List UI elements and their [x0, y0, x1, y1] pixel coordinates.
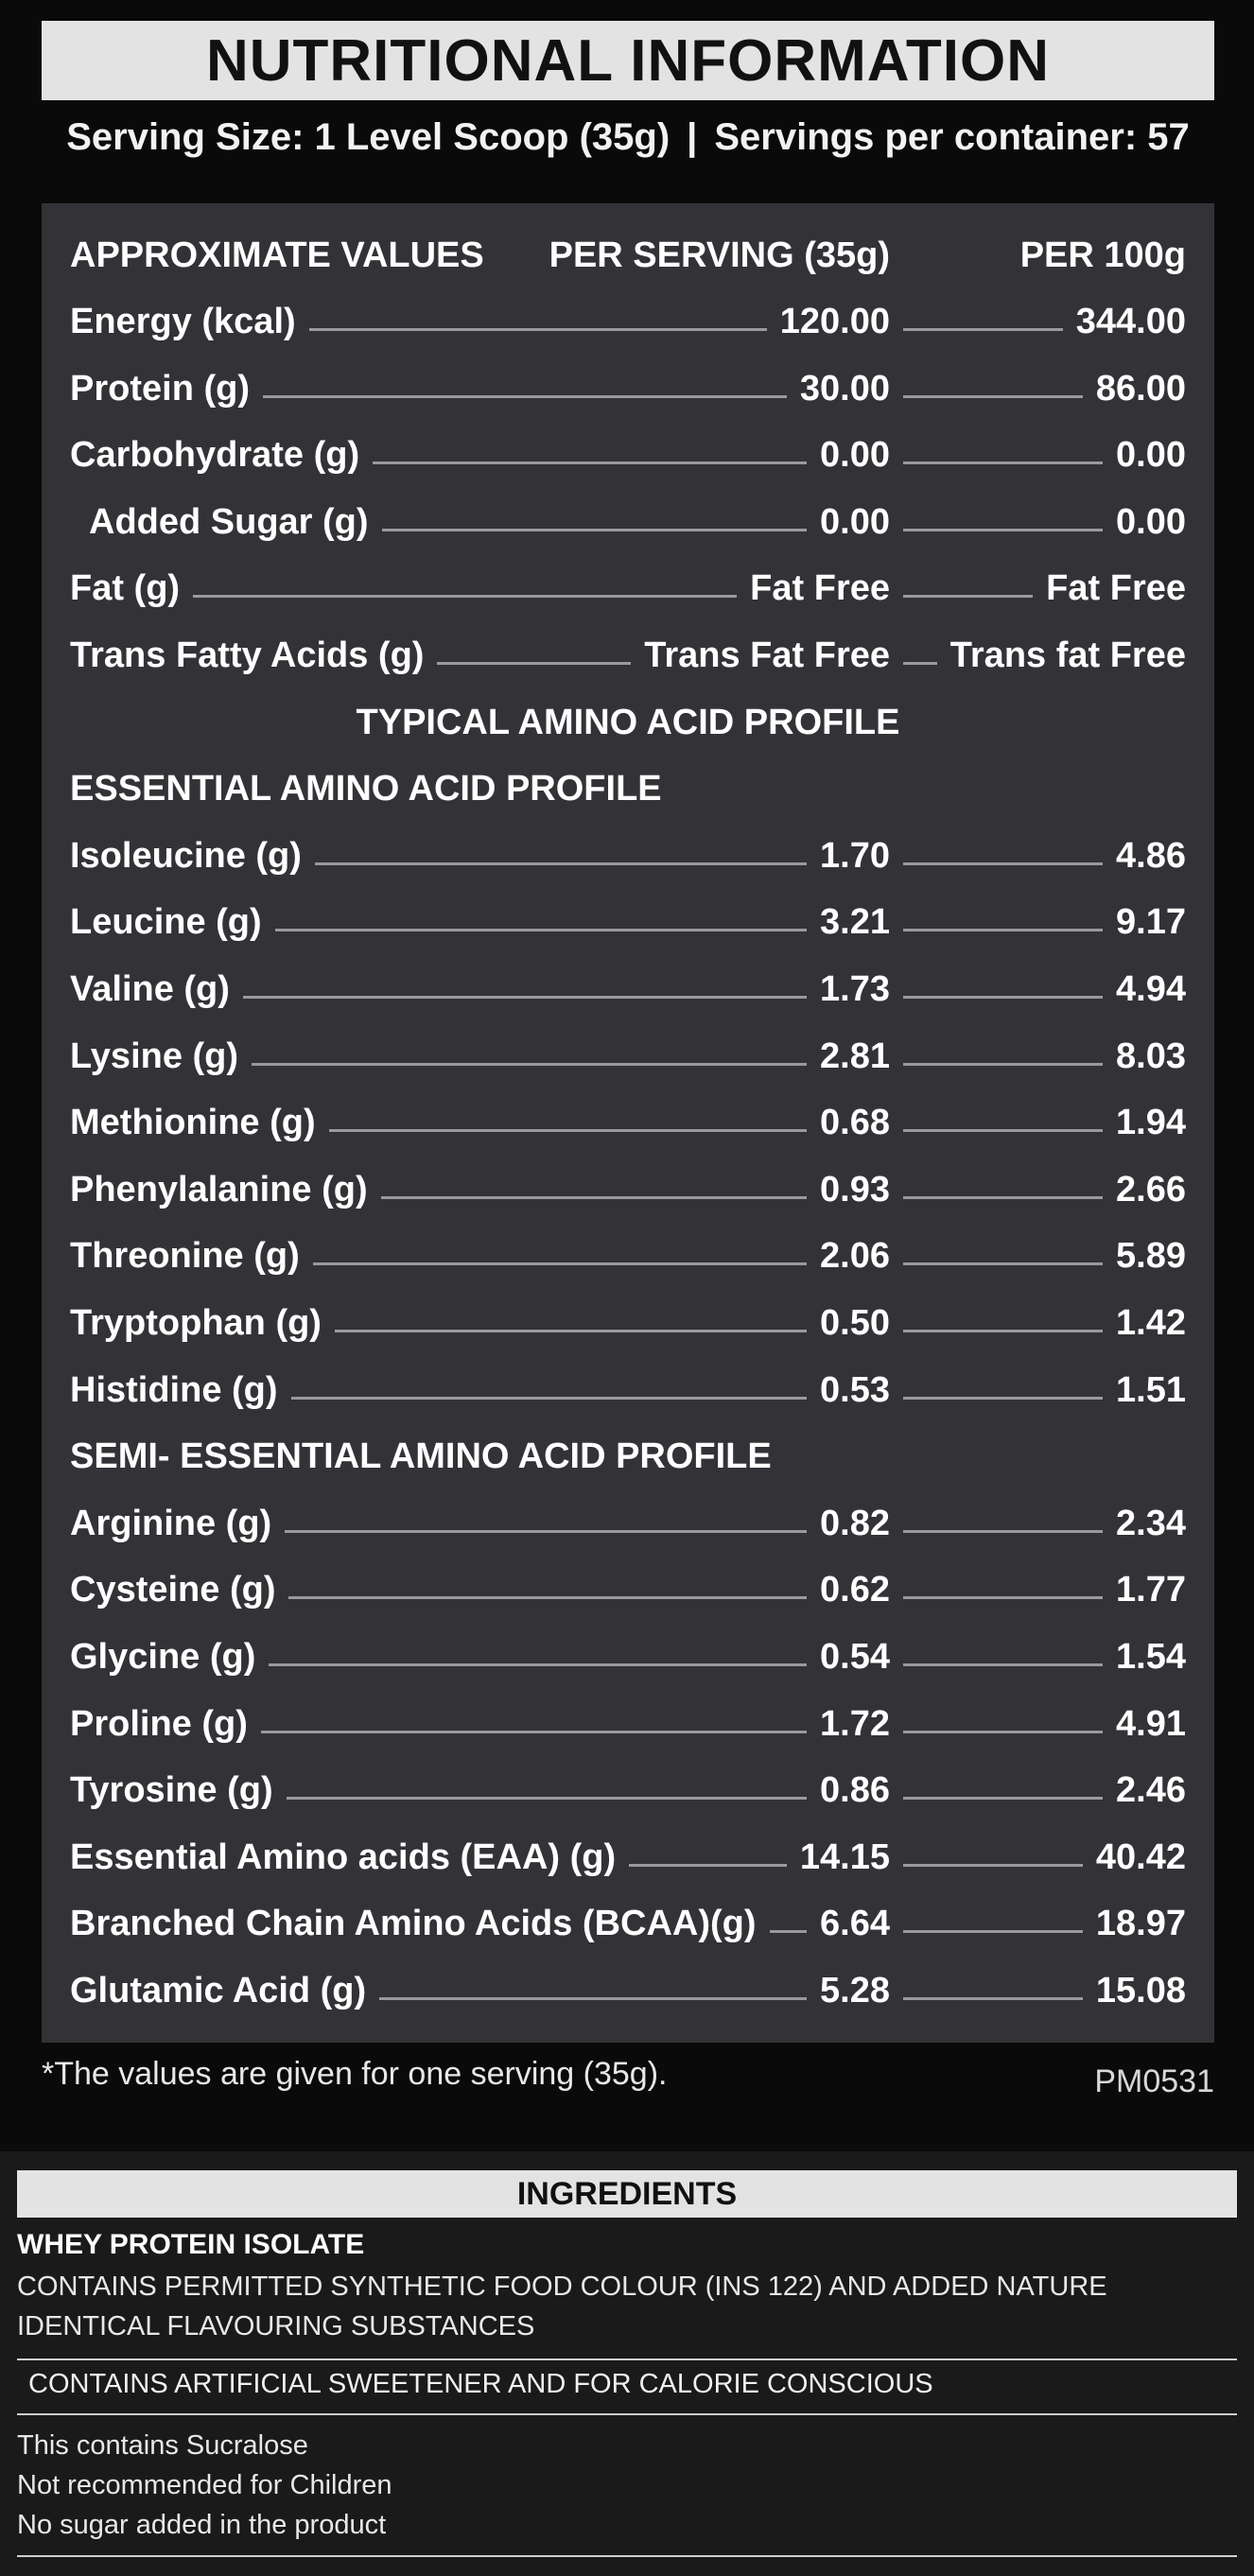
per-serving-value: 30.00: [799, 368, 890, 409]
table-row: [42, 889, 1214, 955]
per-100g-value: 9.17: [1116, 902, 1186, 943]
table-row: [42, 1757, 1214, 1823]
nutrient-label: Threonine (g): [70, 1236, 300, 1277]
serving-size: Serving Size: 1 Level Scoop (35g): [66, 115, 671, 158]
table-row: [42, 1089, 1214, 1156]
leader-line: [285, 1530, 807, 1533]
section-heading-label: SEMI- ESSENTIAL AMINO ACID PROFILE: [70, 1436, 772, 1477]
leader-line: [903, 328, 1063, 331]
nutrient-label: Methionine (g): [70, 1103, 316, 1143]
note-item: Not recommended for Children: [17, 2470, 392, 2500]
leader-line: [903, 1063, 1103, 1066]
table-row: [42, 422, 1214, 488]
leader-line: [903, 1663, 1103, 1666]
leader-line: [315, 862, 807, 865]
per-100g-value: 4.91: [1116, 1703, 1186, 1744]
table-row: [42, 1958, 1214, 2024]
nutrient-label: Glycine (g): [70, 1637, 256, 1677]
sweetener-warning: CONTAINS ARTIFICIAL SWEETENER AND FOR CALORIE CONSCIOUS: [28, 2369, 933, 2399]
per-100g-value: 15.08: [1095, 1971, 1186, 2010]
nutrient-label: Essential Amino acids (EAA) (g): [70, 1836, 617, 1877]
table-row: [42, 1890, 1214, 1957]
per-100g-value: 1.94: [1116, 1103, 1186, 1143]
per-serving-value: 2.06: [820, 1236, 890, 1277]
ingredients-title: INGREDIENTS: [17, 2170, 1237, 2218]
per-serving-value: 0.93: [820, 1169, 890, 1210]
leader-line: [903, 1262, 1103, 1265]
table-row: [42, 1290, 1214, 1356]
note-item: This contains Sucralose: [17, 2430, 308, 2461]
amino-profile-heading: [42, 689, 1214, 756]
table-row: [42, 1157, 1214, 1223]
ingredients-main: WHEY PROTEIN ISOLATE: [17, 2229, 365, 2260]
leader-line: [287, 1797, 807, 1800]
table-header: [42, 222, 1214, 288]
leader-line: [193, 595, 737, 598]
leader-line: [629, 1864, 787, 1867]
leader-line: [903, 1397, 1103, 1400]
divider: [17, 2413, 1237, 2415]
section-heading: [42, 756, 1214, 822]
per-100g-value: 2.66: [1116, 1169, 1186, 1210]
per-100g-value: 1.77: [1116, 1570, 1186, 1610]
nutrient-label: Arginine (g): [70, 1503, 272, 1543]
per-100g-value: 5.89: [1116, 1236, 1186, 1277]
leader-line: [335, 1330, 807, 1332]
nutrient-label: Tryptophan (g): [70, 1303, 322, 1343]
table-row: [42, 555, 1214, 621]
leader-line: [903, 1997, 1083, 2000]
leader-line: [263, 395, 787, 398]
nutrient-label: Energy (kcal): [70, 302, 296, 341]
per-100g-value: 8.03: [1116, 1036, 1186, 1076]
section-heading: [42, 1423, 1214, 1489]
leader-line: [252, 1063, 807, 1066]
per-serving-value: 6.64: [820, 1904, 890, 1944]
per-serving-value: 1.72: [820, 1703, 890, 1744]
leader-line: [903, 1596, 1103, 1599]
per-100g-value: 0.00: [1116, 435, 1186, 476]
per-serving-value: 0.82: [820, 1503, 890, 1543]
leader-line: [329, 1129, 807, 1132]
leader-line: [903, 529, 1103, 531]
per-100g-value: 2.34: [1116, 1503, 1186, 1543]
leader-line: [379, 1997, 807, 2000]
table-row: [42, 1557, 1214, 1623]
leader-line: [903, 1129, 1103, 1132]
table-row: [42, 1490, 1214, 1557]
leader-line: [903, 1196, 1103, 1199]
per-serving-value: 0.50: [820, 1303, 890, 1343]
divider: [17, 2358, 1237, 2360]
leader-line: [437, 662, 631, 665]
per-100g-value: 40.42: [1095, 1836, 1186, 1877]
servings-per-container: Servings per container: 57: [714, 115, 1190, 158]
nutrient-label: Histidine (g): [70, 1369, 278, 1410]
per-serving-value: 0.86: [820, 1770, 890, 1811]
nutrient-label: Cysteine (g): [70, 1570, 276, 1610]
per-serving-value: 0.68: [820, 1103, 890, 1143]
per-serving-value: Fat Free: [750, 568, 890, 609]
ingredients-section: [0, 2151, 1254, 2576]
leader-line: [903, 1864, 1083, 1867]
ingredients-notes: [17, 2426, 392, 2545]
leader-line: [381, 1196, 807, 1199]
nutrient-label: Trans Fatty Acids (g): [70, 635, 425, 675]
per-100g-value: 0.00: [1116, 501, 1186, 542]
leader-line: [903, 1731, 1103, 1733]
per-100g-value: 1.54: [1116, 1637, 1186, 1677]
per-serving-value: Trans Fat Free: [644, 635, 890, 675]
per-100g-value: 4.94: [1116, 969, 1186, 1009]
leader-line: [269, 1663, 807, 1666]
footnote: [42, 2043, 1214, 2118]
per-100g-value: 86.00: [1095, 368, 1186, 409]
table-row: [42, 1023, 1214, 1089]
page-title: NUTRITIONAL INFORMATION: [42, 21, 1214, 100]
serving-separator: |: [687, 115, 698, 158]
leader-line: [903, 595, 1033, 598]
leader-line: [903, 662, 937, 665]
table-row: [42, 1624, 1214, 1690]
per-serving-value: 0.62: [820, 1570, 890, 1610]
leader-line: [903, 862, 1103, 865]
nutrient-label: Phenylalanine (g): [70, 1169, 368, 1210]
per-serving-value: 0.00: [820, 501, 890, 542]
per-serving-value: 0.54: [820, 1637, 890, 1677]
per-100g-value: 4.86: [1116, 835, 1186, 876]
nutrition-table: [42, 203, 1214, 2043]
per-100g-value: 1.51: [1116, 1369, 1186, 1410]
nutrient-label: Protein (g): [70, 368, 250, 409]
nutrient-label: Fat (g): [70, 568, 181, 609]
per-serving-value: 14.15: [799, 1836, 890, 1877]
nutrient-label: Isoleucine (g): [70, 835, 302, 876]
per-serving-value: 5.28: [820, 1971, 890, 2010]
per-100g-value: 344.00: [1075, 302, 1186, 341]
leader-line: [291, 1397, 807, 1400]
leader-line: [373, 461, 807, 464]
table-row: [42, 1691, 1214, 1757]
table-row: [42, 1357, 1214, 1423]
nutrient-label: Branched Chain Amino Acids (BCAA)(g): [70, 1904, 757, 1944]
leader-line: [903, 996, 1103, 999]
per-serving-value: 3.21: [820, 902, 890, 943]
leader-line: [903, 461, 1103, 464]
nutrient-label: Lysine (g): [70, 1036, 239, 1076]
leader-line: [243, 996, 807, 999]
per-serving-value: 0.00: [820, 435, 890, 476]
leader-line: [313, 1262, 807, 1265]
leader-line: [903, 1330, 1103, 1332]
header-label: APPROXIMATE VALUES: [70, 235, 484, 275]
leader-line: [903, 1530, 1103, 1533]
serving-info: [42, 104, 1214, 170]
per-100g-value: 18.97: [1095, 1904, 1186, 1944]
section-heading-label: ESSENTIAL AMINO ACID PROFILE: [70, 769, 662, 809]
table-row: [42, 1824, 1214, 1890]
section-heading-label: TYPICAL AMINO ACID PROFILE: [356, 702, 900, 742]
nutrient-label: Leucine (g): [70, 902, 262, 943]
nutrient-label: Tyrosine (g): [70, 1770, 273, 1811]
nutrient-label: Glutamic Acid (g): [70, 1971, 367, 2010]
per-100g-value: 2.46: [1116, 1770, 1186, 1811]
per-100g-value: Fat Free: [1046, 568, 1186, 609]
nutrient-label: Added Sugar (g): [89, 501, 369, 542]
table-row: [42, 288, 1214, 355]
nutrient-label: Proline (g): [70, 1703, 248, 1744]
table-row: [42, 823, 1214, 889]
leader-line: [903, 1797, 1103, 1800]
per-serving-value: 2.81: [820, 1036, 890, 1076]
table-row: [42, 489, 1214, 555]
header-per-100g: PER 100g: [1019, 235, 1186, 275]
table-row: [42, 356, 1214, 422]
leader-line: [903, 1930, 1083, 1933]
per-serving-value: 1.73: [820, 969, 890, 1009]
per-100g-value: 1.42: [1116, 1303, 1186, 1343]
per-serving-value: 0.53: [820, 1369, 890, 1410]
leader-line: [261, 1731, 807, 1733]
leader-line: [288, 1596, 807, 1599]
leader-line: [275, 929, 807, 931]
per-serving-value: 120.00: [779, 302, 890, 341]
per-100g-value: Trans fat Free: [949, 635, 1186, 675]
note-item: No sugar added in the product: [17, 2510, 387, 2540]
footnote-text: *The values are given for one serving (35g).: [42, 2056, 668, 2092]
table-row: [42, 1223, 1214, 1289]
ingredients-description: [17, 2267, 1228, 2346]
nutrient-label: Carbohydrate (g): [70, 435, 360, 476]
leader-line: [309, 328, 767, 331]
header-per-serving: PER SERVING (35g): [549, 235, 890, 275]
leader-line: [382, 529, 807, 531]
table-row: [42, 622, 1214, 688]
nutrient-label: Valine (g): [70, 969, 230, 1009]
leader-line: [903, 395, 1083, 398]
leader-line: [903, 929, 1103, 931]
product-code: PM0531: [1094, 2063, 1214, 2099]
table-row: [42, 956, 1214, 1022]
leader-line: [770, 1930, 808, 1933]
divider: [17, 2555, 1237, 2557]
ingredients-description-line: CONTAINS PERMITTED SYNTHETIC FOOD COLOUR (INS 122) AND ADDED NATURE: [17, 2271, 1107, 2302]
ingredients-description-line: IDENTICAL FLAVOURING SUBSTANCES: [17, 2311, 535, 2341]
per-serving-value: 1.70: [820, 835, 890, 876]
